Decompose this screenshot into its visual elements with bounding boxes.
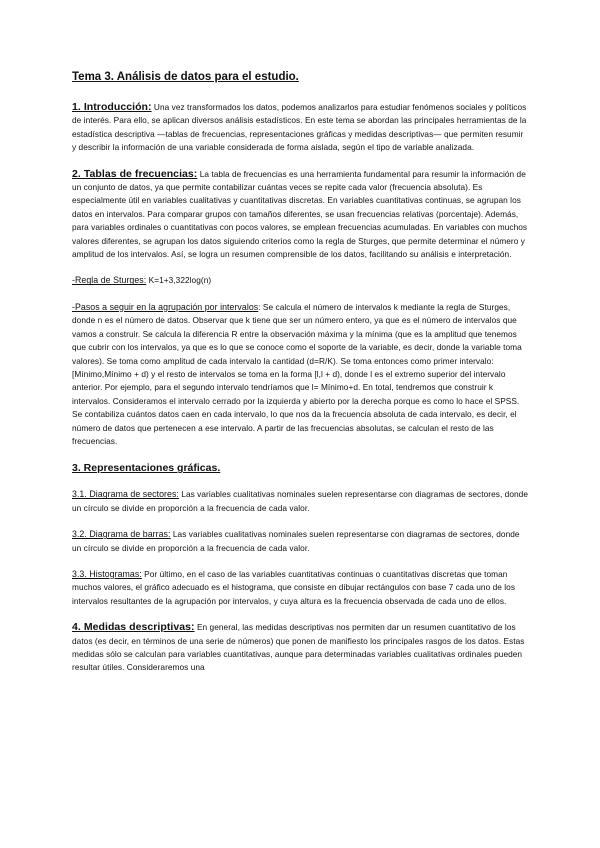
heading-tablas-frecuencias: 2. Tablas de frecuencias: (72, 167, 198, 180)
text-medidas-descriptivas: En general, las medidas descriptivas nos permiten dar un resumen cuantitativo de los datos (es decir, en términos de una serie de números) que ponen de manifiesto los principales rasgos de los datos. Estas medidas sólo se calculan para variables cuantitativas, aunque para determinadas variables cualitativas ordinales pueden resultar útiles. Consideraremos una (72, 622, 525, 673)
pasos-agrupacion (72, 301, 528, 448)
label-diagrama-sectores: 3.1. Diagrama de sectores: (72, 489, 179, 500)
section-medidas-descriptivas (72, 621, 528, 675)
diagrama-barras (72, 528, 528, 555)
label-regla-sturges: -Regla de Sturges: (72, 275, 147, 286)
text-introduccion: Una vez transformados los datos, podemos analizarlos para estudiar fenómenos sociales y políticos de interés. Para ello, se aplican diversos análisis estadísticos. En este tema se abordan las principales herramientas de la estadística descriptiva —tablas de frecuencias, representaciones gráficas y medidas descriptivas— que permiten resumir y describir la información de una variable considerada de forma aislada, según el tipo de variable analizada. (72, 102, 527, 153)
regla-sturges (72, 274, 528, 287)
heading-medidas-descriptivas: 4. Medidas descriptivas: (72, 621, 195, 634)
document-page (72, 70, 528, 688)
text-diagrama-sectores: Las variables cualitativas nominales suelen representarse con diagramas de sectores, donde un círculo se divide en proporción a la frecuencia de cada valor. (72, 489, 528, 513)
heading-representaciones-graficas: 3. Representaciones gráficas. (72, 462, 221, 475)
text-tablas-frecuencias: La tabla de frecuencias es una herramienta fundamental para resumir la información de un conjunto de datos, ya que permite contabilizar cuántas veces se repite cada valor (frecuencia absoluta). Es especialmente útil en variables cualitativas y cuantitativas discretas. En variables cuantitativas continuas, se agrupan los datos en intervalos. Para comparar grupos con tamaños diferentes, se usan frecuencias relativas (porcentaje). Además, para variables ordinales o cuantitativas con pocos valores, se emplean frecuencias acumuladas. En variables con muchos valores diferentes, se agrupan los datos siguiendo criterios como la regla de Sturges, que permite determinar el número y amplitud de los intervalos. Así, se logra un resumen comprensible de los datos, facilitando su análisis e interpretación. (72, 168, 528, 260)
label-diagrama-barras: 3.2. Diagrama de barras: (72, 529, 171, 540)
formula-sturges: K=1+3,322log(n) (146, 275, 212, 286)
text-pasos-agrupacion: : Se calcula el número de intervalos k mediante la regla de Sturges, donde n es el número de datos. Observar que k tiene que ser un número entero, ya que es el número de intervalos que vamos a construir. Se calcula la diferencia R entre la observación máxima y la mínima (que es la amplitud que tenemos que cubrir con los intervalos, ya que es lo que se conoce como el soporte de la variable, es decir, donde la variable toma valores). Se toma como amplitud de cada intervalo la cantidad (d=R/K). Se toma entonces como primer intervalo: [Mínimo,Mínimo + d) y el resto de intervalos se toma en la forma [l,l + d), donde l es el extremo superior del intervalo anterior. Por ejemplo, para el segundo intervalo tendríamos que l= Mínimo+d. En total, tendremos que construir k intervalos. Consideramos el intervalo cerrado por la izquierda y abierto por la derecha porque es como lo hace el SPSS. Se contabiliza cuántos datos caen en cada intervalo, lo que nos da la frecuencia absoluta de cada intervalo, es decir, el número de datos que pertenecen a ese intervalo. A partir de las frecuencias absolutas, se calculan el resto de las frecuencias. (72, 301, 522, 446)
text-diagrama-barras: Las variables cualitativas nominales suelen representarse con diagramas de sectores, donde un círculo se divide en proporción a la frecuencia de cada valor. (72, 529, 520, 553)
section-introduccion (72, 101, 528, 155)
label-pasos-agrupacion: -Pasos a seguir en la agrupación por intervalos (72, 301, 259, 312)
heading-introduccion: 1. Introducción: (72, 101, 152, 113)
histogramas (72, 568, 528, 608)
text-histogramas: Por último, en el caso de las variables cuantitativas continuas o cuantitativas discretas que toman muchos valores, el gráfico adecuado es el histograma, que consiste en dibujar rectángulos con base 7 cada uno de los intervalos resultantes de la agrupación por intervalos, y cuya altura es la frecuencia observada de cada uno de ellos. (72, 568, 516, 606)
document-title: Tema 3. Análisis de datos para el estudio. (72, 71, 299, 83)
section-tablas-frecuencias (72, 168, 528, 262)
label-histogramas: 3.3. Histogramas: (72, 568, 142, 579)
diagrama-sectores (72, 488, 528, 515)
